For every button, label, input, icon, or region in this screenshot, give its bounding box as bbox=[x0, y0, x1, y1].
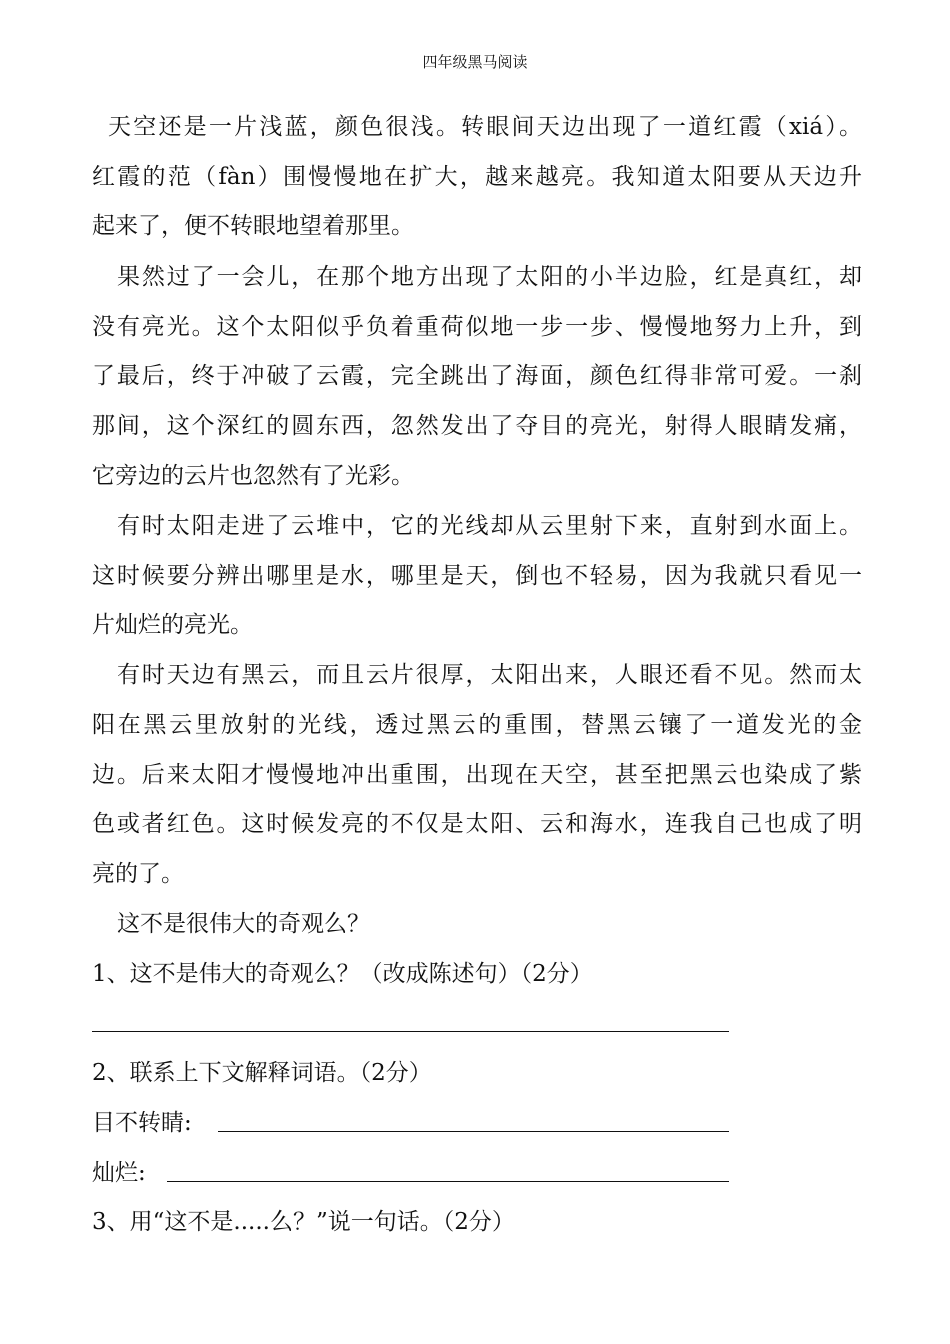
passage-p2-line1: 果然过了一会儿，在那个地方出现了太阳的小半边脸，红是真红，却 bbox=[117, 264, 862, 290]
passage-p4-line2: 阳在黑云里放射的光线，透过黑云的重围，替黑云镶了一道发光的金 bbox=[92, 712, 862, 738]
passage-p3-line2: 这时候要分辨出哪里是水，哪里是天，倒也不轻易，因为我就只看见一 bbox=[92, 563, 862, 589]
passage-p2-line4: 那间，这个深红的圆东西，忽然发出了夺目的亮光，射得人眼睛发痛， bbox=[92, 413, 862, 439]
passage-p5: 这不是很伟大的奇观么？ bbox=[117, 911, 370, 937]
answer-line-q1[interactable] bbox=[92, 1031, 729, 1032]
passage-p1-line3: 起来了，便不转眼地望着那里。 bbox=[92, 213, 414, 239]
answer-line-q2-word2[interactable] bbox=[167, 1181, 729, 1182]
passage-p4-line1: 有时天边有黑云，而且云片很厚，太阳出来，人眼还看不见。然而太 bbox=[117, 662, 862, 688]
question-3: 3、用“这不是.....么？”说一句话。（2分） bbox=[92, 1209, 515, 1235]
passage-p2-line2: 没有亮光。这个太阳似乎负着重荷似地一步一步、慢慢地努力上升，到 bbox=[92, 314, 862, 340]
passage-p4-line4: 色或者红色。这时候发亮的不仅是太阳、云和海水，连我自己也成了明 bbox=[92, 811, 862, 837]
passage-p3-line1: 有时太阳走进了云堆中，它的光线却从云里射下来，直射到水面上。 bbox=[117, 513, 862, 539]
passage-p4-line3: 边。后来太阳才慢慢地冲出重围，出现在天空，甚至把黑云也染成了紫 bbox=[92, 762, 862, 788]
passage-p2-line3: 了最后，终于冲破了云霞，完全跳出了海面，颜色红得非常可爱。一刹 bbox=[92, 363, 862, 389]
passage-p2-line5: 它旁边的云片也忽然有了光彩。 bbox=[92, 463, 414, 489]
question-2: 2、联系上下文解释词语。（2分） bbox=[92, 1060, 432, 1086]
question-1: 1、这不是伟大的奇观么？（改成陈述句）（2分） bbox=[92, 961, 593, 987]
answer-line-q2-word1[interactable] bbox=[218, 1131, 729, 1132]
page-header: 四年级黑马阅读 bbox=[422, 53, 528, 71]
q2-word-1: 目不转睛: bbox=[92, 1110, 192, 1136]
passage-p1-line2: 红霞的范（fàn）围慢慢地在扩大，越来越亮。我知道太阳要从天边升 bbox=[92, 164, 862, 190]
passage-p1-line1: 天空还是一片浅蓝，颜色很浅。转眼间天边出现了一道红霞（xiá）。 bbox=[108, 114, 862, 140]
passage-p4-line5: 亮的了。 bbox=[92, 861, 184, 887]
q2-word-2: 灿烂: bbox=[92, 1160, 146, 1186]
passage-p3-line3: 片灿烂的亮光。 bbox=[92, 612, 253, 638]
